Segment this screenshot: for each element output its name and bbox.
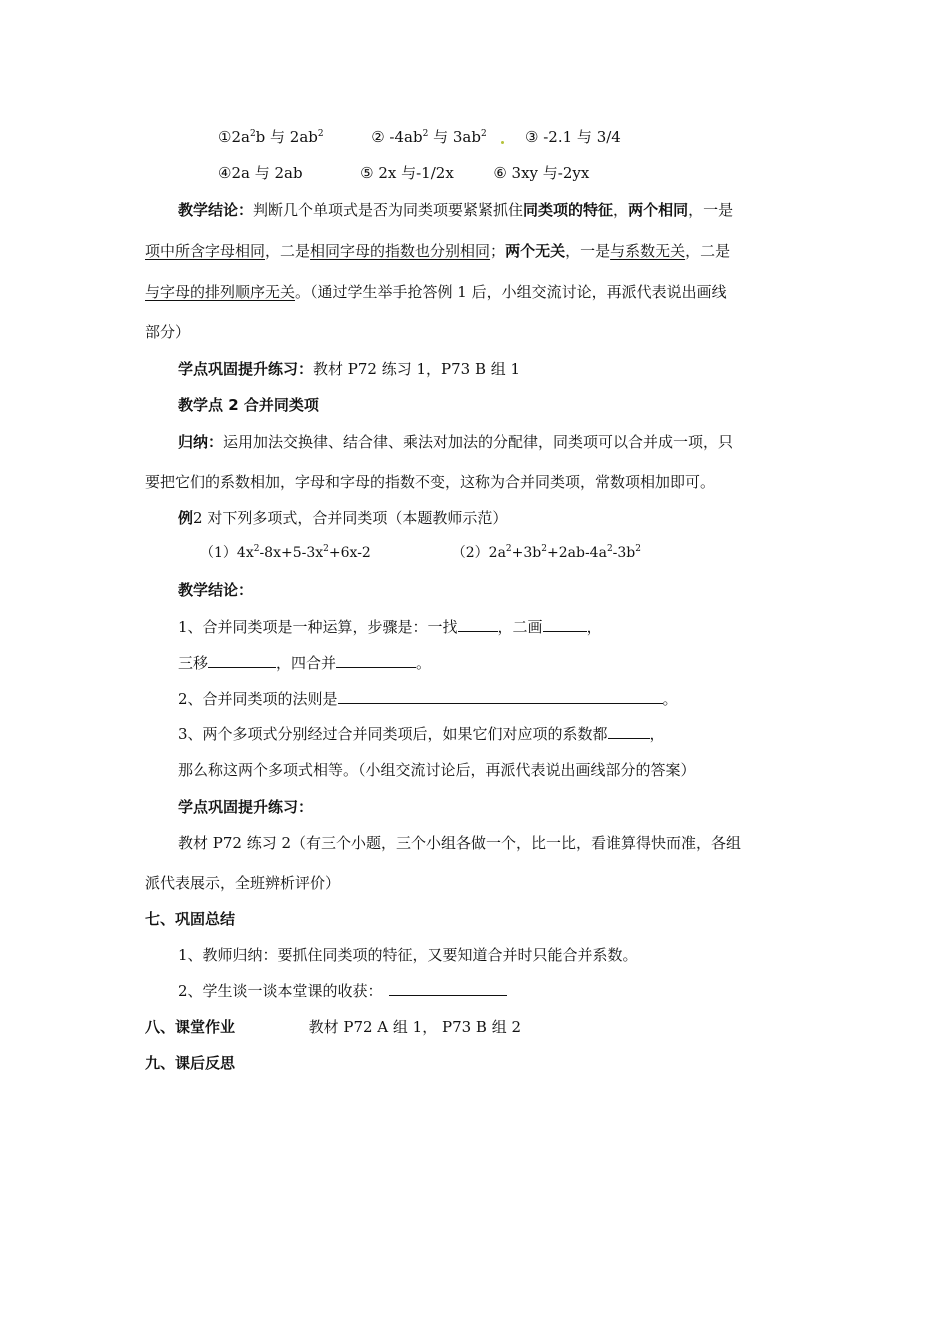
conclusion-1-line-1: 教学结论：判断几个单项式是否为同类项要紧紧抓住同类项的特征，两个相同，一是 [178,201,734,219]
problem-2: $(2)2a^2+3b^2+2ab-4a^2-3b^2$ [451,544,642,561]
section-7-item-2: 2、学生谈一谈本堂课的收获： [178,981,507,1001]
section-8 [145,1017,521,1037]
example-label: 例 [178,509,194,527]
blank-coefficient[interactable] [608,724,650,739]
practice-2-label: 学点巩固提升练习： [178,798,314,816]
blank-rule[interactable] [338,689,663,704]
section-9-heading: 九、课后反思 [145,1054,236,1072]
section-7-item-1: 1、教师归纳：要抓住同类项的特征，又要知道合并时只能合并系数。 [178,946,638,964]
step-3-line-2: 那么称这两个多项式相等。（小组交流讨论后，再派代表说出画线部分的答案） [178,761,696,779]
example-2: 例2 对下列多项式，合并同类项（本题教师示范） [178,509,508,527]
summary-label: 归纳： [178,433,224,451]
exercise-6: ⑥ 3xy 与-2yx [493,164,590,182]
conclusion-1-line-3: 与字母的排列顺序无关。（通过学生举手抢答例 1 后，小组交流讨论，再派代表说出画线 [145,283,727,301]
conclusion-label: 教学结论： [178,201,254,219]
practice-1-label: 学点巩固提升练习： [178,360,314,378]
step-3-line: 3、两个多项式分别经过合并同类项后，如果它们对应项的系数都 ， [178,725,665,743]
summary-line-1: 归纳：运用加法交换律、结合律、乘法对加法的分配律，同类项可以合并成一项，只 [178,433,734,451]
conclusion-2-label: 教学结论： [178,581,254,599]
practice-1-text: 教材 P72 练习 1，P73 B 组 1 [313,360,521,378]
blank-move[interactable] [208,653,276,668]
step-1-line: 1、合并同类项是一种运算，步骤是：一找 ，二画 ， [178,618,602,636]
practice-2-line-2: 派代表展示，全班辨析评价） [145,874,341,892]
conclusion-1-line-2: 项中所含字母相同，二是相同字母的指数也分别相同；两个无关，一是与系数无关，二是 [145,242,731,260]
step-1-line-2: 三移 ，四合并 。 [178,654,432,672]
problem-1: $(1)4x^2-8x+5-3x^2+6x-2$ [200,544,371,561]
exercise-5: ⑤ 2x 与-1/2x [360,164,454,182]
conclusion-1-line-4: 部分） [145,323,191,341]
exercise-4: ④2a 与 2ab [218,164,303,182]
mark-dot [501,141,504,144]
example-2-problems [200,543,641,563]
teaching-point-2-heading: 教学点 2 合并同类项 [178,396,319,414]
practice-2-line-1: 教材 P72 练习 2（有三个小题，三个小组各做一个，比一比，看谁算得快而准，各组 [178,834,742,852]
blank-merge[interactable] [336,653,416,668]
step-2-line: 2、合并同类项的法则是 。 [178,690,678,708]
exercise-2: ② $-4ab^2$ 与 $3ab^2$ [371,128,487,146]
blank-harvest[interactable] [389,981,507,996]
practice-1 [178,359,520,379]
exercise-row-2 [218,163,589,183]
blank-find[interactable] [458,617,498,632]
section-7-heading: 七、巩固总结 [145,910,236,928]
exercise-1: $①2a^2b$ 与 $2ab^2$ [218,128,324,146]
blank-draw[interactable] [543,617,587,632]
summary-line-2: 要把它们的系数相加，字母和字母的指数不变，这称为合并同类项，常数项相加即可。 [145,473,716,491]
section-8-heading: 八、课堂作业 [145,1018,236,1036]
section-8-text: 教材 P72 A 组 1， P73 B 组 2 [308,1018,522,1036]
exercise-3: ③ -2.1 与 3/4 [525,128,621,146]
exercise-row-1 [218,127,621,147]
